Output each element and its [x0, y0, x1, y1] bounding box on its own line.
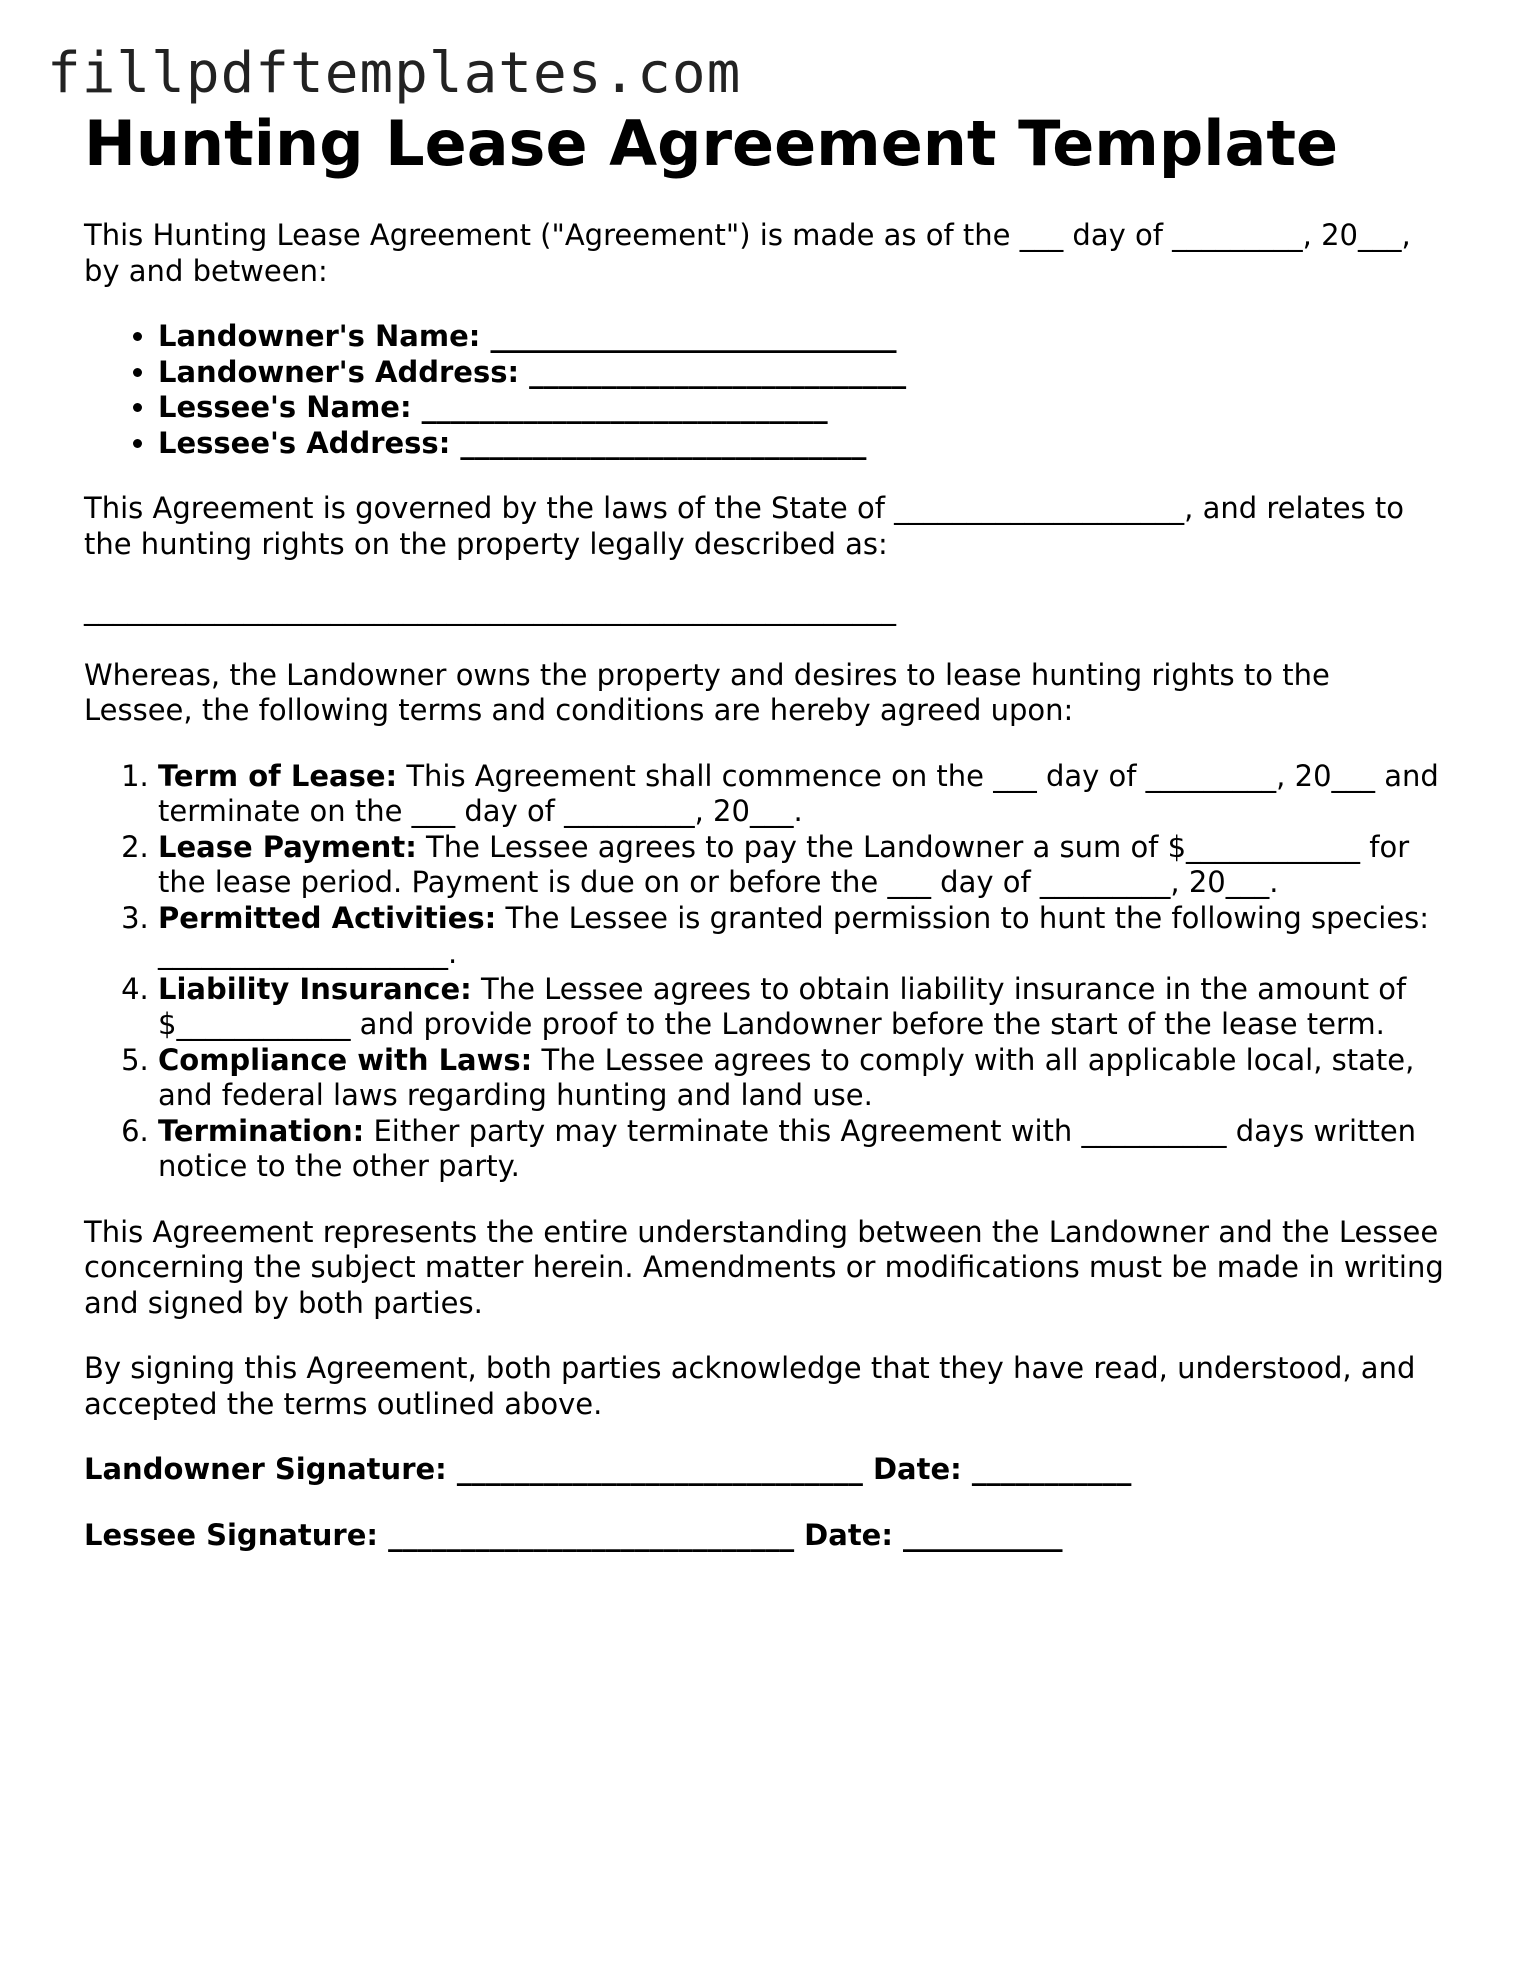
liability-insurance-item	[158, 972, 1444, 1043]
term-title: Term of Lease:	[158, 758, 398, 793]
document-page	[84, 104, 1444, 1553]
term-text: This Agreement shall commence on the ___ day of _________, 20___ and terminate on the ___ day of _________, 20___.	[158, 758, 1439, 828]
term-text: The Lessee agrees to comply with all applicable local, state, and federal laws regarding hunting and land use.	[158, 1042, 1415, 1112]
term-title: Lease Payment:	[158, 829, 417, 864]
landowner-signature-line: Landowner Signature: ____________________________ Date: ___________	[84, 1452, 1132, 1486]
term-title: Liability Insurance:	[158, 971, 472, 1006]
permitted-activities-item	[158, 901, 1444, 972]
term-text: The Lessee is granted permission to hunt the following species: ____________________.	[158, 900, 1430, 970]
lessee-address-item: • Lessee's Address: ____________________________	[158, 426, 1444, 462]
term-text: The Lessee agrees to obtain liability insurance in the amount of $____________ and provide proof to the Landowner before the start of the lease term.	[158, 971, 1407, 1041]
document-title: Hunting Lease Agreement Template	[84, 107, 1339, 180]
intro-paragraph: This Hunting Lease Agreement ("Agreement") is made as of the ___ day of _________, 20___, by and between:	[84, 218, 1411, 288]
term-title: Termination:	[158, 1113, 365, 1148]
governing-law-paragraph: This Agreement is governed by the laws of the State of ____________________, and relates to the hunting rights on the property legally described as:	[84, 491, 1404, 561]
term-title: Compliance with Laws:	[158, 1042, 533, 1077]
compliance-with-laws-item	[158, 1043, 1444, 1114]
whereas-paragraph: Whereas, the Landowner owns the property and desires to lease hunting rights to the Lessee, the following terms and conditions are hereby agreed upon:	[84, 657, 1330, 727]
parties-list	[84, 319, 1444, 461]
term-text: Either party may terminate this Agreement with __________ days written notice to the other party.	[158, 1113, 1417, 1183]
lessee-name-item: • Lessee's Name: ____________________________	[158, 390, 1444, 426]
term-title: Permitted Activities:	[158, 900, 497, 935]
term-text: The Lessee agrees to pay the Landowner a sum of $____________ for the lease period. Payment is due on or before the ___ day of _________, 20___.	[158, 829, 1410, 899]
termination-item	[158, 1114, 1444, 1185]
watermark-text: fillpdftemplates.com	[47, 41, 742, 106]
term-of-lease-item	[158, 759, 1444, 830]
lease-payment-item	[158, 830, 1444, 901]
entire-agreement-paragraph: This Agreement represents the entire understanding between the Landowner and the Lessee concerning the subject matter herein. Amendments or modifications must be made in writing and signed by both parties.	[84, 1214, 1444, 1320]
landowner-address-item: • Landowner's Address: __________________________	[158, 355, 1444, 391]
lessee-signature-line: Lessee Signature: ____________________________ Date: ___________	[84, 1517, 1063, 1552]
legal-description-line: ________________________________________________________	[84, 592, 896, 626]
terms-list	[84, 759, 1444, 1185]
acknowledgement-paragraph: By signing this Agreement, both parties acknowledge that they have read, understood, and accepted the terms outlined above.	[84, 1351, 1416, 1421]
landowner-name-item: • Landowner's Name: ____________________________	[158, 319, 1444, 355]
